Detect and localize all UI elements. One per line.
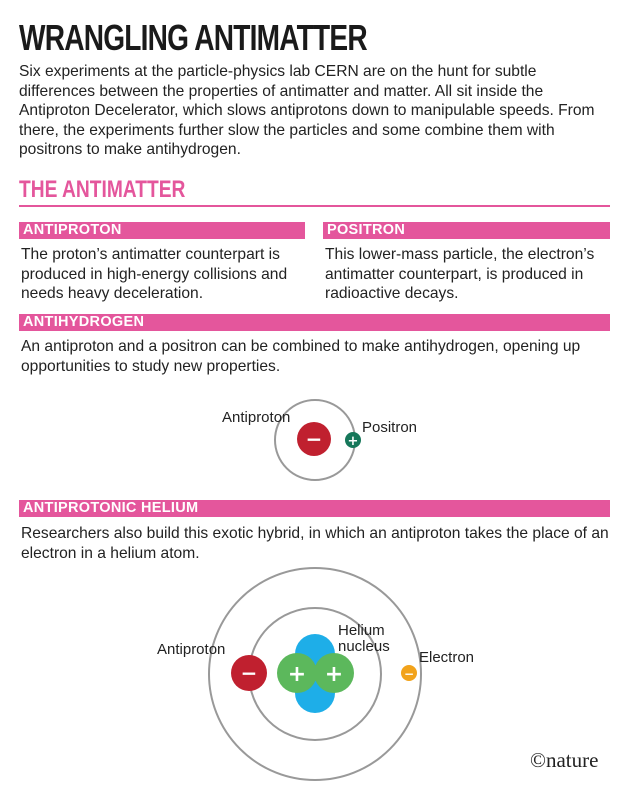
helium-nucleus-label-line2: nucleus: [338, 638, 390, 655]
helium-antiproton-label: Antiproton: [157, 641, 226, 658]
section-heading: THE ANTIMATTER: [19, 176, 186, 203]
antiprotonic-helium-diagram: [157, 568, 474, 780]
proton-left-plus-sign: +: [287, 662, 307, 687]
nature-credit-logo: ©nature: [530, 748, 599, 772]
antiproton-description: The proton’s antimatter counterpart is produced in high-energy collisions and needs heavy deceleration.: [21, 246, 288, 302]
antiprotonic-helium-description: Researchers also build this exotic hybrid, in which an antiproton takes the place of an electron in a helium atom.: [21, 525, 609, 562]
antihydrogen-description: An antiproton and a positron can be combined to make antihydrogen, opening up opportunities to study new properties.: [21, 338, 581, 375]
positron-plus-sign: +: [347, 434, 359, 449]
antiproton-minus-sign: −: [305, 427, 323, 451]
helium-nucleus-label-line1: Helium: [338, 622, 385, 639]
antihydrogen-antiproton-label: Antiproton: [222, 409, 291, 426]
positron-heading: POSITRON: [327, 222, 406, 238]
positron-description: This lower-mass particle, the electron’s antimatter counterpart, is produced in radioactive decays.: [325, 246, 595, 302]
antiprotonic-helium-heading: ANTIPROTONIC HELIUM: [23, 500, 199, 516]
proton-right-plus-sign: +: [324, 662, 344, 687]
helium-antiproton-minus-sign: −: [240, 661, 258, 685]
intro-paragraph: Six experiments at the particle-physics lab CERN are on the hunt for subtle differences between the properties of antimatter and matter. All sit inside the Antiproton Decelerator, which slows antiprotons down to manipulable speeds. From there, the experiments further slow the particles and some combine them with positrons to make antihydrogen.: [19, 63, 595, 158]
antihydrogen-diagram: [222, 400, 417, 480]
electron-minus-sign: −: [403, 667, 415, 681]
antihydrogen-positron-label: Positron: [362, 419, 418, 436]
page-title: WRANGLING ANTIMATTER: [19, 17, 367, 58]
antihydrogen-heading: ANTIHYDROGEN: [23, 314, 145, 330]
antiproton-heading: ANTIPROTON: [23, 222, 122, 238]
electron-label: Electron: [419, 649, 475, 666]
